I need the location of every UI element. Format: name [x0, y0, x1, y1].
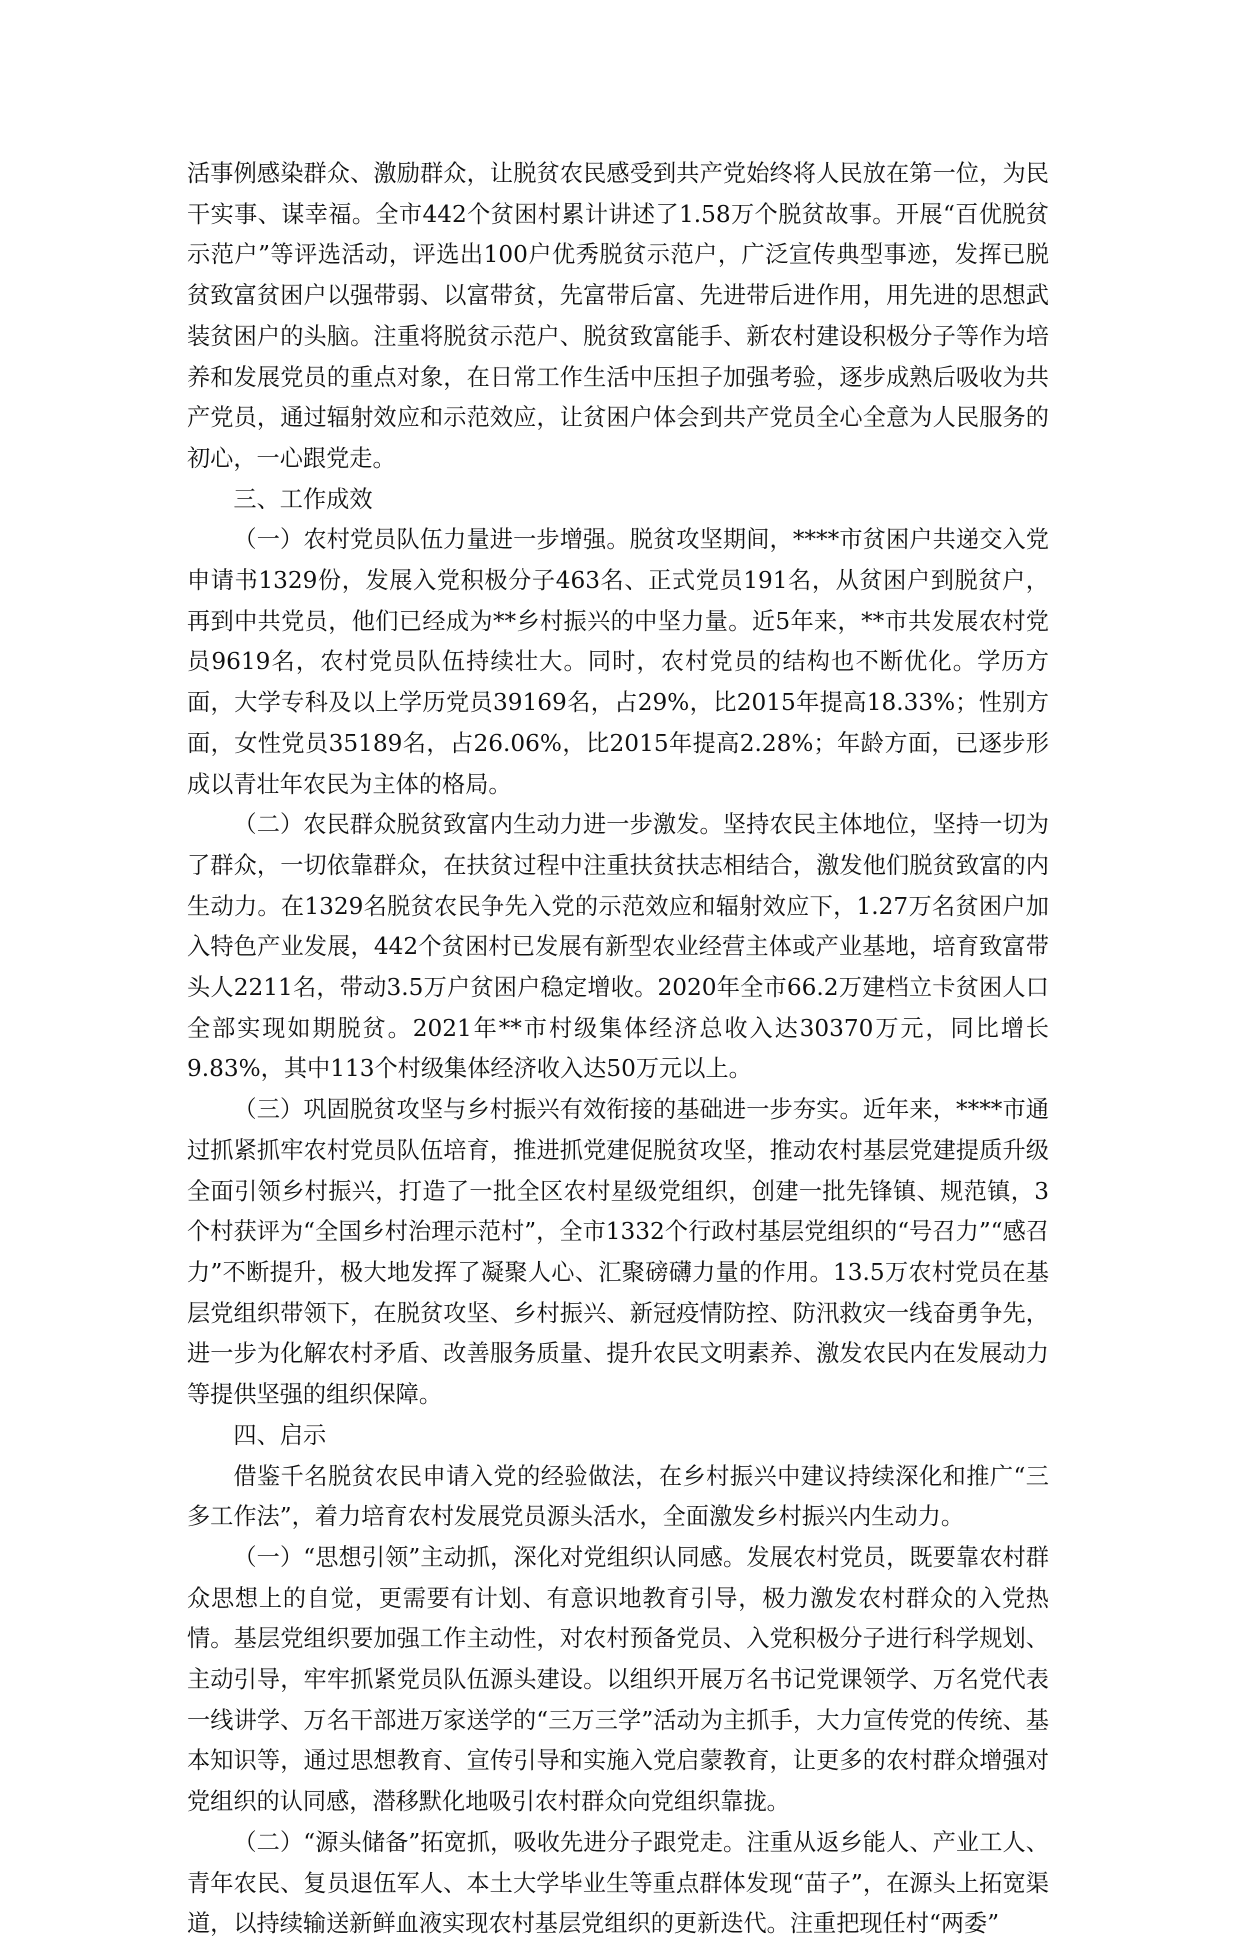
- paragraph-insights-intro: 借鉴千名脱贫农民申请入党的经验做法，在乡村振兴中建议持续深化和推广“三多工作法”，着力培育农村发展党员源头活水，全面激发乡村振兴内生动力。: [187, 1462, 1049, 1531]
- paragraph-party-member-strength: （一）农村党员队伍力量进一步增强。脱贫攻坚期间，****市贫困户共递交入党申请书1329份，发展入党积极分子463名、正式党员191名，从贫困户到脱贫户，再到中共党员，他们已经成为**乡村振兴的中坚力量。近5年来，**市共发展农村党员9619名，农村党员队伍持续壮大。同时，农村党员的结构也不断优化。学历方面，大学专科及以上学历党员39169名，占29%，比2015年提高18.33%；性别方面，女性党员35189名，占26.06%，比2015年提高2.28%；年龄方面，已逐步形成以青壮年农民为主体的格局。: [187, 526, 1049, 798]
- document-page: [187, 154, 1049, 1945]
- section-heading-insights: 四、启示: [233, 1421, 327, 1449]
- paragraph-source-reserve: （二）“源头储备”拓宽抓，吸收先进分子跟党走。注重从返乡能人、产业工人、青年农民、复员退伍军人、本土大学毕业生等重点群体发现“苗子”，在源头上拓宽渠道，以持续输送新鲜血液实现农村基层党组织的更新迭代。注重把现任村“两委”: [187, 1828, 1049, 1938]
- paragraph-ideological-guidance: （一）“思想引领”主动抓，深化对党组织认同感。发展农村党员，既要靠农村群众思想上的自觉，更需要有计划、有意识地教育引导，极力激发农村群众的入党热情。基层党组织要加强工作主动性，对农村预备党员、入党积极分子进行科学规划、主动引导，牢牢抓紧党员队伍源头建设。以组织开展万名书记党课领学、万名党代表一线讲学、万名干部进万家送学的“三万三学”活动为主抓手，大力宣传党的传统、基本知识等，通过思想教育、宣传引导和实施入党启蒙教育，让更多的农村群众增强对党组织的认同感，潜移默化地吸引农村群众向党组织靠拢。: [187, 1543, 1049, 1816]
- paragraph-continuation: 活事例感染群众、激励群众，让脱贫农民感受到共产党始终将人民放在第一位，为民干实事、谋幸福。全市442个贫困村累计讲述了1.58万个脱贫故事。开展“百优脱贫示范户”等评选活动，评选出100户优秀脱贫示范户，广泛宣传典型事迹，发挥已脱贫致富贫困户以强带弱、以富带贫，先富带后富、先进带后进作用，用先进的思想武装贫困户的头脑。注重将脱贫示范户、脱贫致富能手、新农村建设积极分子等作为培养和发展党员的重点对象，在日常工作生活中压担子加强考验，逐步成熟后吸收为共产党员，通过辐射效应和示范效应，让贫困户体会到共产党员全心全意为人民服务的初心，一心跟党走。: [187, 160, 1049, 472]
- paragraph-internal-motivation: （二）农民群众脱贫致富内生动力进一步激发。坚持农民主体地位，坚持一切为了群众，一切依靠群众，在扶贫过程中注重扶贫扶志相结合，激发他们脱贫致富的内生动力。在1329名脱贫农民争先入党的示范效应和辐射效应下，1.27万名贫困户加入特色产业发展，442个贫困村已发展有新型农业经营主体或产业基地，培育致富带头人2211名，带动3.5万户贫困户稳定增收。2020年全市66.2万建档立卡贫困人口全部实现如期脱贫。2021年**市村级集体经济总收入达30370万元，同比增长9.83%，其中113个村级集体经济收入达50万元以上。: [187, 811, 1049, 1083]
- paragraph-foundation-consolidation: （三）巩固脱贫攻坚与乡村振兴有效衔接的基础进一步夯实。近年来，****市通过抓紧抓牢农村党员队伍培育，推进抓党建促脱贫攻坚，推动农村基层党建提质升级全面引领乡村振兴，打造了一批全区农村星级党组织，创建一批先锋镇、规范镇，3个村获评为“全国乡村治理示范村”，全市1332个行政村基层党组织的“号召力”“感召力”不断提升，极大地发挥了凝聚人心、汇聚磅礴力量的作用。13.5万农村党员在基层党组织带领下，在脱贫攻坚、乡村振兴、新冠疫情防控、防汛救灾一线奋勇争先，进一步为化解农村矛盾、改善服务质量、提升农民文明素养、激发农民内在发展动力等提供坚强的组织保障。: [187, 1096, 1049, 1409]
- section-heading-results: 三、工作成效: [233, 485, 373, 513]
